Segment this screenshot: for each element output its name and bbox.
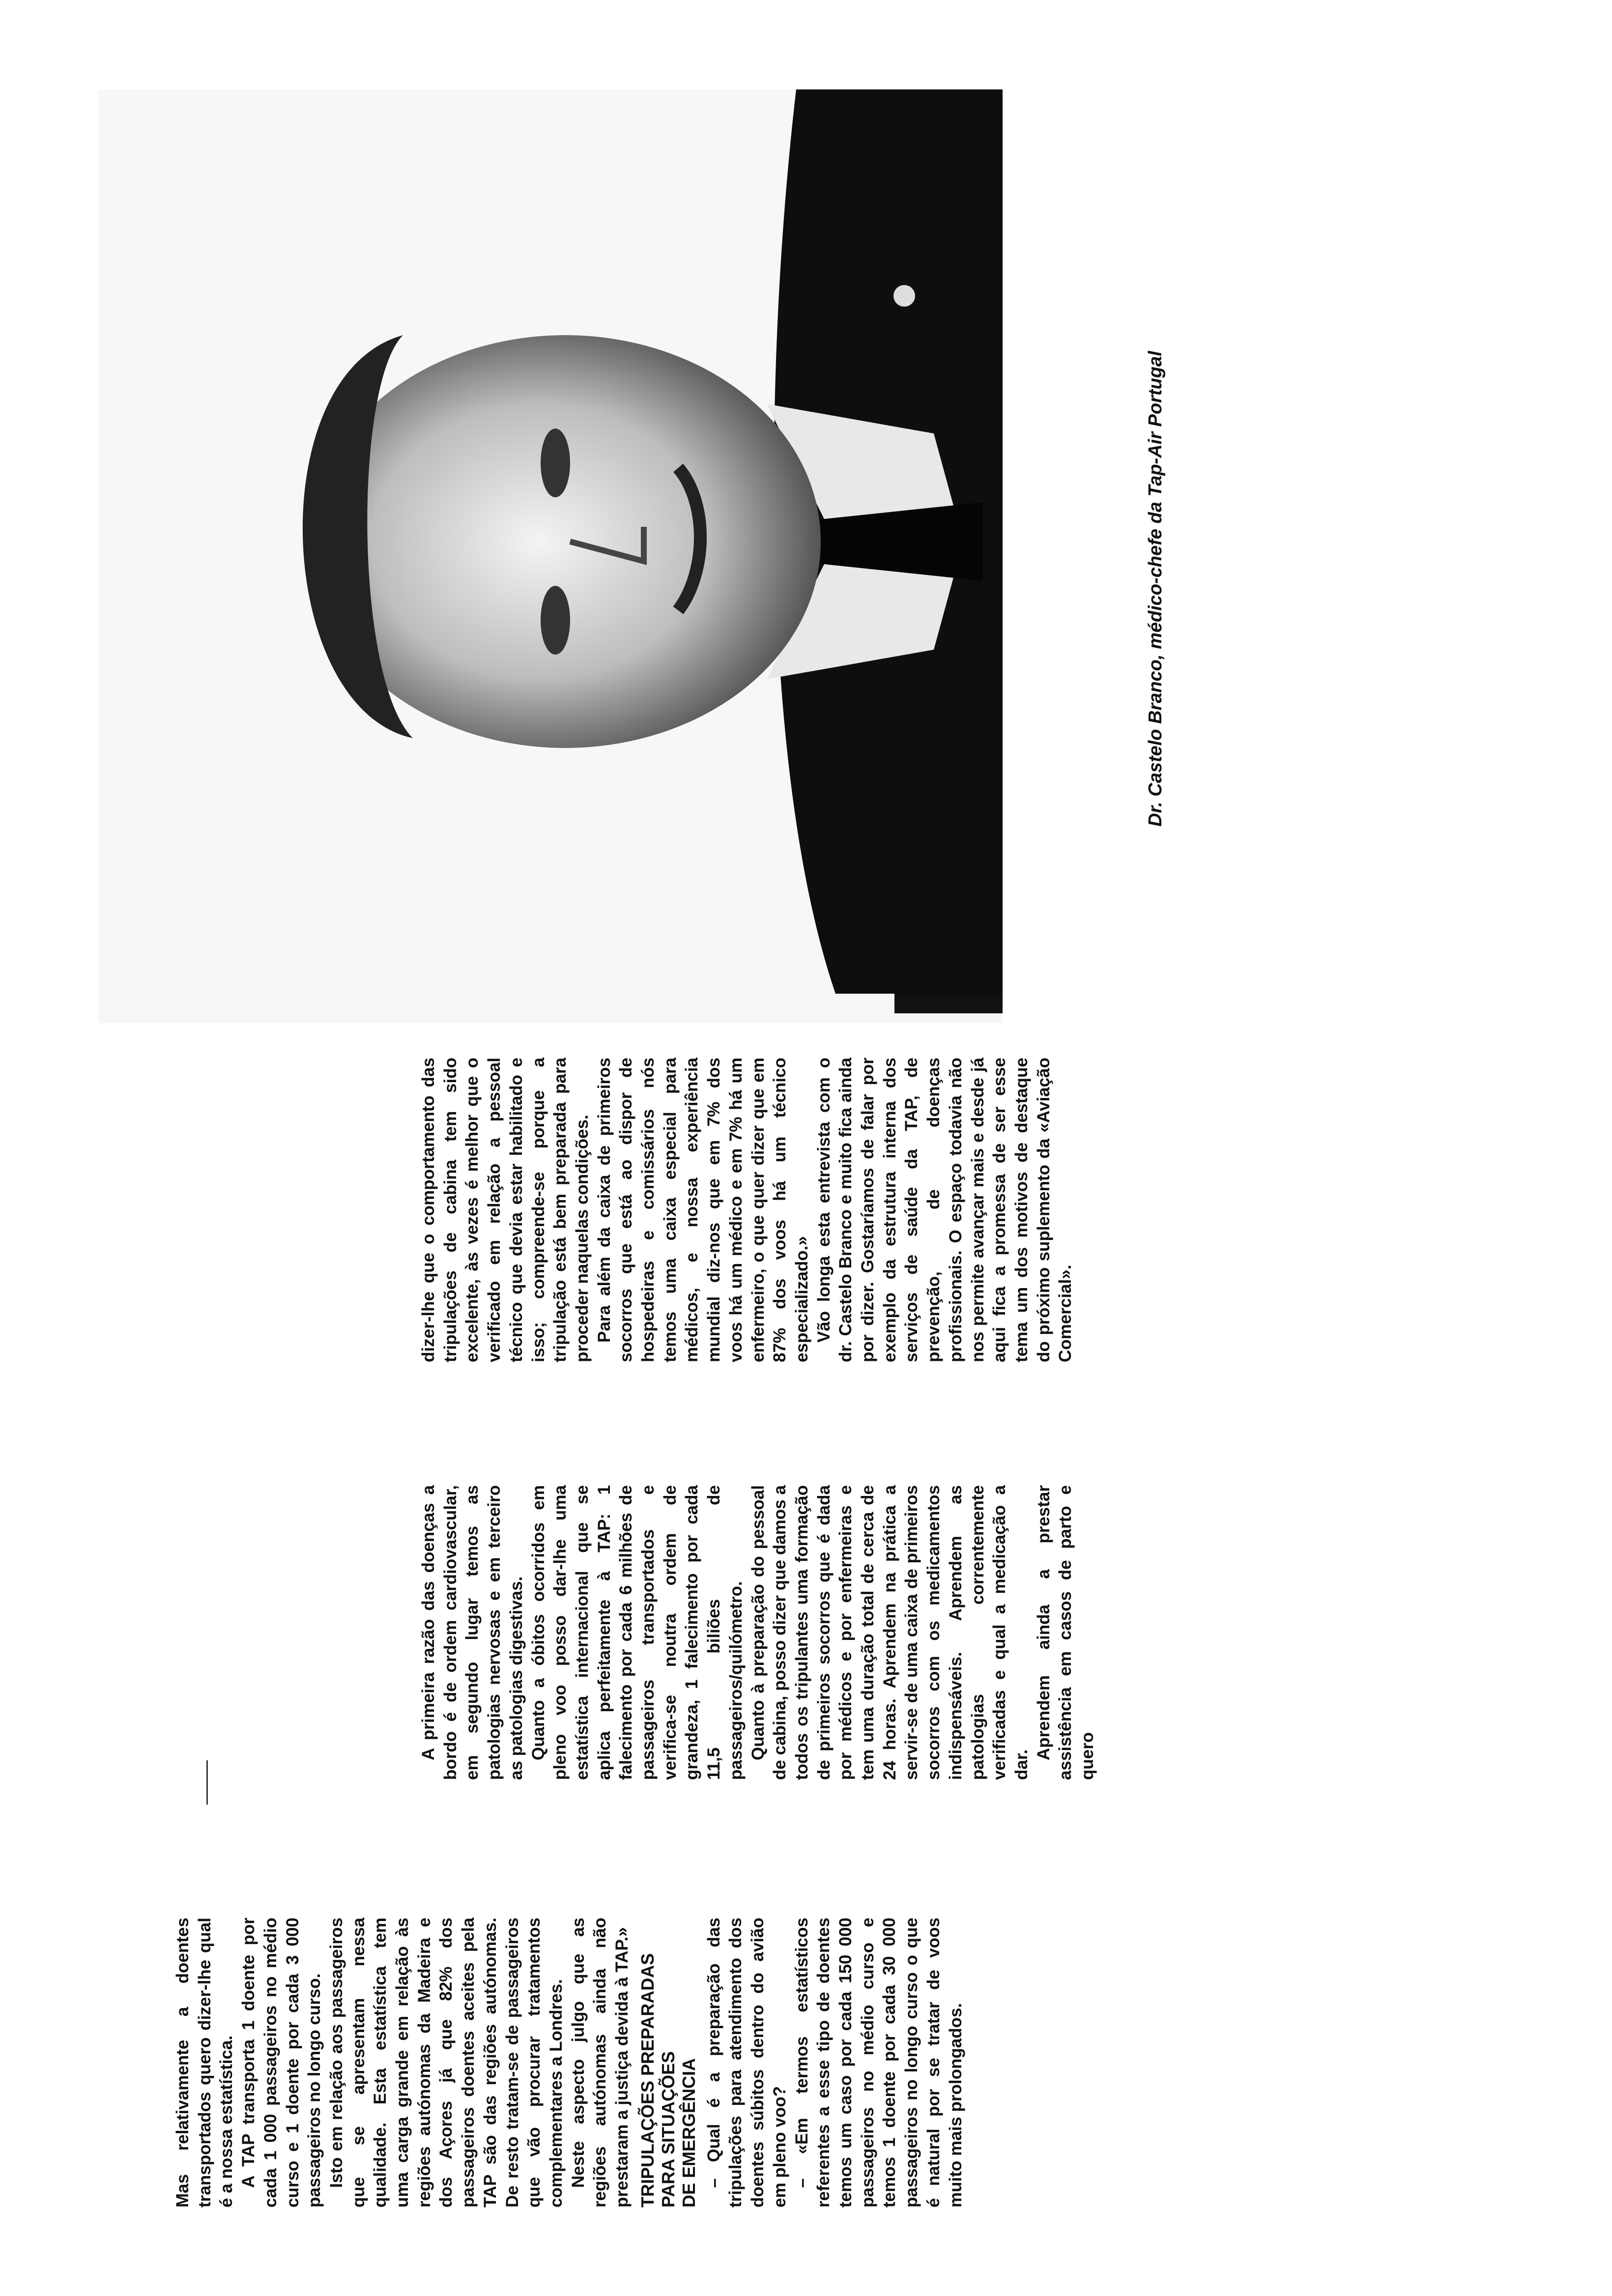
column-2: [418, 1485, 1099, 1780]
column-1-paragraphs: [172, 1918, 633, 2208]
paragraph: Aprendem ainda a prestar assistência em casos de parto e quero: [1034, 1485, 1097, 1780]
photo-caption: Dr. Castelo Branco, médico-chefe da Tap-Air Portugal: [1145, 351, 1166, 827]
paragraph: – Qual é a preparação das tripulações para atendimento dos doentes súbitos dentro do avião em pleno voo?: [704, 1918, 789, 2208]
column-3: [418, 1058, 1077, 1362]
paragraph: A TAP transporta 1 doente por cada 1 000 passageiros no médio curso e 1 doente por cada 3 000 passageiros no longo curso.: [239, 1918, 324, 2208]
column-2-paragraphs: [418, 1485, 1099, 1780]
paragraph: Mas relativamente a doentes transportados quero dizer-lhe qual é a nossa estatística.: [173, 1918, 236, 2208]
heading-line-1: TRIPULAÇÕES PREPARADAS: [637, 1953, 658, 2208]
column-1: [172, 1918, 967, 2208]
paragraph: – «Em termos estatísticos referentes a esse tipo de doentes temos um caso por cada 150 000 passageiros no médio curso e temos 1 doente por cada 30 000 passageiros no longo curso o que é natural por se tratar de voos muito mais prolongados.: [792, 1918, 965, 2208]
paragraph: A primeira razão das doenças a bordo é de ordem cardiovascular, em segundo lugar temos as patologias nervosas e em terceiro as patologias digestivas.: [419, 1485, 526, 1780]
portrait-illustration: [98, 89, 1003, 1023]
paragraph: Isto em relação aos passageiros que se apresentam nessa qualidade. Esta estatística tem uma carga grande em relação às regiões autónomas da Madeira e dos Açores já que 82% dos passageiros doentes aceites pela TAP são das regiões autónomas. De resto tratam-se de passageiros que vão procurar tratamentos complementares a Londres.: [326, 1918, 566, 2208]
column-divider: [206, 1760, 208, 1805]
column-3-paragraphs: [418, 1058, 1077, 1362]
section-heading: [637, 1918, 699, 2208]
paragraph: Vão longa esta entrevista com o dr. Castelo Branco e muito fica ainda por dizer. Gostaríamos de falar por exemplo da estrutura interna dos serviços de saúde da TAP, de prevenção, de doenças profissionais. O espaço todavia não nos permite avançar mais e desde já aqui fica a promessa de ser esse tema um dos motivos de destaque do próximo suplemento da «Aviação Comercial».: [814, 1058, 1075, 1362]
heading-line-3: DE EMERGÊNCIA: [678, 2058, 699, 2208]
paragraph: Neste aspecto julgo que as regiões autónomas ainda não prestaram a justiça devida à TAP.»: [568, 1918, 632, 2208]
portrait-photo: [98, 89, 1003, 1023]
column-1b-paragraphs: [703, 1918, 967, 2208]
paragraph: dizer-lhe que o comportamento das tripulações de cabina tem sido excelente, às vezes é melhor que o verificado em relação a pessoal técnico que devia estar habilitado e isso; compreende-se porque a tripulação está bem preparada para proceder naquelas condições.: [419, 1058, 592, 1362]
paragraph: Quanto a óbitos ocorridos em pleno voo posso dar-lhe uma estatística internacional que se aplica perfeitamente à TAP: 1 falecimento por cada 6 milhões de passageiros transportados e verifica-se noutra ordem de grandeza, 1 falecimento por cada 11,5 biliões de passageiros/quilómetro.: [528, 1485, 746, 1780]
heading-line-2: PARA SITUAÇÕES: [658, 2051, 678, 2208]
paragraph: Quanto à preparação do pessoal de cabina, posso dizer que damos a todos os tripulantes uma formação de primeiros socorros que é dada por médicos e por enfermeiras e tem uma duração total de cerca de 24 horas. Aprendem na prática a servir-se de uma caixa de primeiros socorros com os medicamentos indispensáveis. Aprendem as patologias correntemente verificadas e qual a medicação a dar.: [748, 1485, 1031, 1780]
paragraph: Para além da caixa de primeiros socorros que está ao dispor de hospedeiras e comissários nós temos uma caixa especial para médicos, e nossa experiência mundial diz-nos que em 7% dos voos há um médico e em 7% há um enfermeiro, o que quer dizer que em 87% dos voos há um técnico especializado.»: [594, 1058, 811, 1362]
